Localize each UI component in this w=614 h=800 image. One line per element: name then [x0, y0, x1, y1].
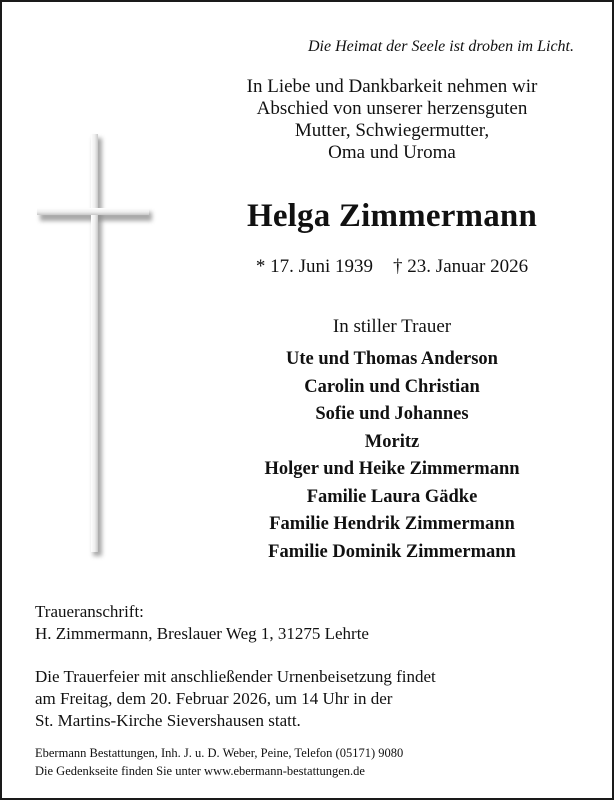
mourner: Moritz [364, 431, 420, 452]
mourner: Familie Hendrik Zimmermann [269, 514, 515, 534]
mourner: Familie Laura Gädke [306, 486, 478, 507]
mourning-title: In stiller Trauer [332, 316, 452, 337]
intro-line: Oma und Uroma [328, 142, 456, 163]
deceased-name: Helga Zimmermann [246, 198, 538, 234]
intro-line: In Liebe und Dankbarkeit nehmen wir [246, 76, 538, 97]
mourners-list [192, 346, 592, 566]
intro-line: Abschied von unserer herzensguten [256, 98, 528, 119]
mourning-address: H. Zimmermann, Breslauer Weg 1, 31275 Lehrte [35, 624, 369, 643]
mourner: Familie Dominik Zimmermann [268, 541, 516, 562]
intro-line: Mutter, Schwiegermutter, [294, 120, 490, 141]
footer-line: Die Gedenkseite finden Sie unter www.ebermann-bestattungen.de [35, 764, 365, 778]
funeral-home-footer [35, 744, 403, 780]
intro-text [192, 76, 592, 164]
mourner: Carolin und Christian [304, 376, 480, 397]
life-dates [192, 256, 592, 278]
mourner: Ute und Thomas Anderson [286, 349, 498, 369]
mourner: Holger und Heike Zimmermann [264, 459, 520, 479]
mourner: Sofie und Johannes [315, 404, 469, 424]
ceremony-line: Die Trauerfeier mit anschließender Urnenbeisetzung findet [35, 667, 436, 686]
address-label: Traueranschrift: [35, 602, 144, 621]
motto: Die Heimat der Seele ist droben im Licht. [307, 38, 574, 55]
cross-icon [32, 130, 157, 562]
ceremony-line: am Freitag, dem 20. Februar 2026, um 14 Uhr in der [35, 689, 393, 708]
ceremony-line: St. Martins-Kirche Sievershausen statt. [35, 711, 301, 730]
birth-date: * 17. Juni 1939 [255, 256, 374, 277]
death-date: † 23. Januar 2026 [393, 256, 529, 277]
ceremony-info [35, 666, 436, 732]
footer-line: Ebermann Bestattungen, Inh. J. u. D. Weber, Peine, Telefon (05171) 9080 [35, 746, 404, 760]
